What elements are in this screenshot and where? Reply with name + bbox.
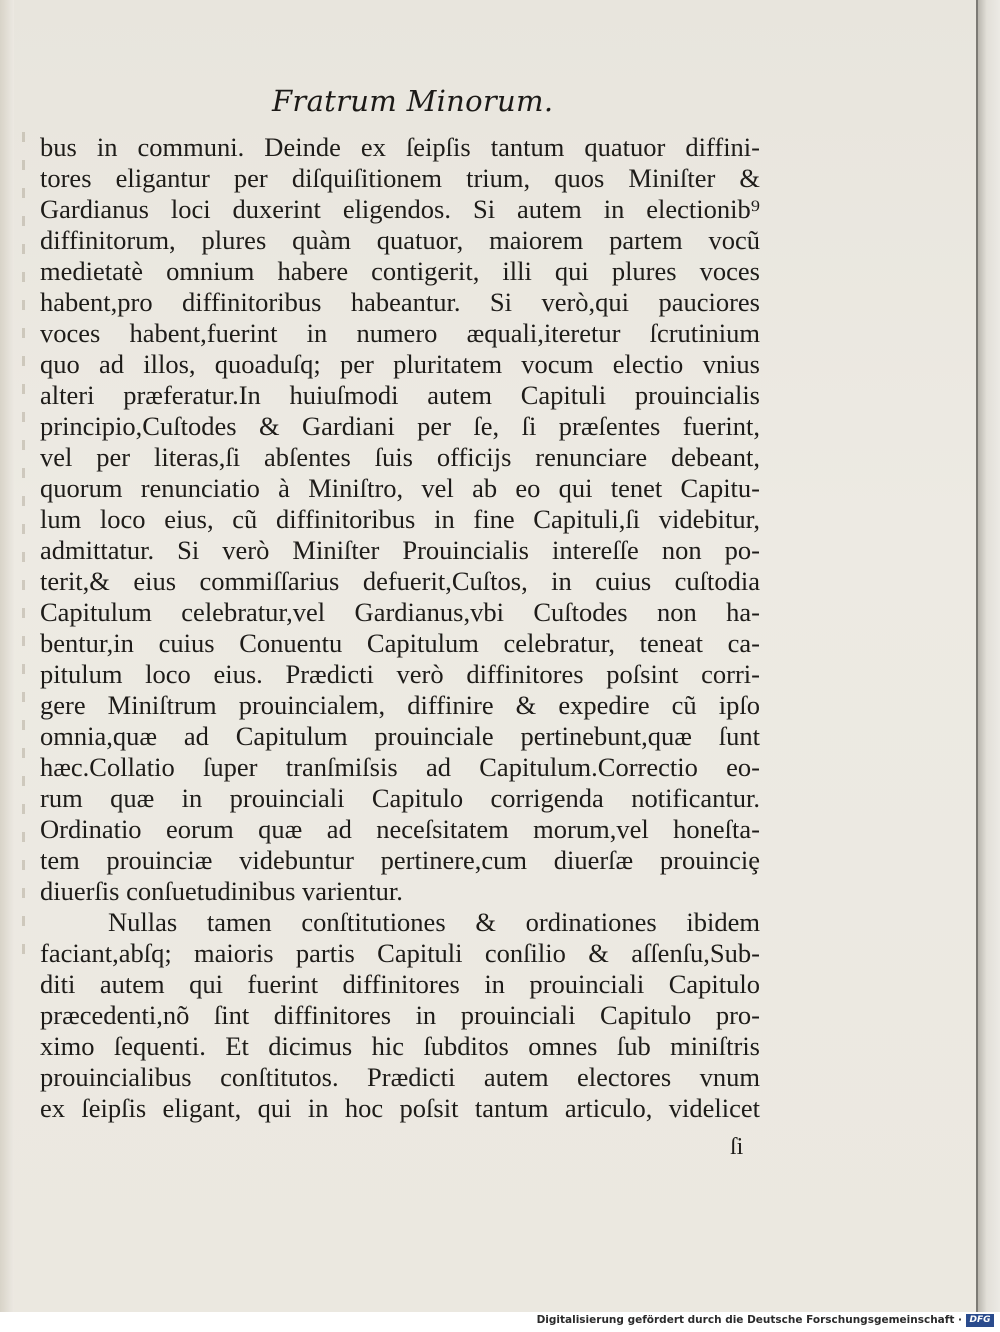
- text-line: tores eligantur per diſquiſitionem trium, quos Miniſter &: [40, 163, 760, 193]
- text-line: diffinitorum, plures quàm quatuor, maiorem partem vocũ: [40, 225, 760, 255]
- text-line: hæc.Collatio ſuper tranſmiſsis ad Capitulum.Correctio eo-: [40, 752, 760, 782]
- text-line: Capitulum celebratur,vel Gardianus,vbi Cuſtodes non ha-: [40, 597, 760, 627]
- text-line: quo ad illos, quoaduſq; per pluritatem vocum electio vnius: [40, 349, 760, 379]
- body-text: [40, 132, 760, 1124]
- margin-stain: [22, 132, 25, 962]
- text-line: voces habent,fuerint in numero æquali,iteretur ſcrutinium: [40, 318, 760, 348]
- text-line: gere Miniſtrum prouincialem, diffinire & expedire cũ ipſo: [40, 690, 760, 720]
- text-line: quorum renunciatio à Miniſtro, vel ab eo qui tenet Capitu-: [40, 473, 760, 503]
- text-line: præcedenti,nõ ſint diffinitores in prouinciali Capitulo pro-: [40, 1000, 760, 1030]
- text-line: bus in communi. Deinde ex ſeipſis tantum quatuor diffini-: [40, 132, 760, 162]
- catchword: ſi: [730, 1134, 744, 1160]
- text-line: Ordinatio eorum quæ ad neceſsitatem morum,vel honeſta-: [40, 814, 760, 844]
- text-line: terit,& eius commiſſarius defuerit,Cuſtos, in cuius cuſtodia: [40, 566, 760, 596]
- text-line: ximo ſequenti. Et dicimus hic ſubditos omnes ſub miniſtris: [40, 1031, 760, 1061]
- text-line: diti autem qui fuerint diffinitores in prouinciali Capitulo: [40, 969, 760, 999]
- text-line: alteri præferatur.In huiuſmodi autem Capituli prouincialis: [40, 380, 760, 410]
- text-line: tem prouinciæ videbuntur pertinere,cum diuerſæ prouinciȩ: [40, 845, 760, 875]
- dfg-logo-icon: DFG: [966, 1314, 994, 1327]
- funding-credit: Digitalisierung gefördert durch die Deutsche Forschungsgemeinschaft ·: [536, 1314, 962, 1326]
- text-line: admittatur. Si verò Miniſter Prouincialis intereſſe non po-: [40, 535, 760, 565]
- text-line: vel per literas,ſi abſentes ſuis officijs renunciare debeant,: [40, 442, 760, 472]
- text-line: omnia,quæ ad Capitulum prouinciale pertinebunt,quæ ſunt: [40, 721, 760, 751]
- text-line: principio,Cuſtodes & Gardiani per ſe, ſi præſentes fuerint,: [40, 411, 760, 441]
- text-line: Gardianus loci duxerint eligendos. Si autem in electionib⁹: [40, 194, 760, 224]
- footer-bar: [0, 1312, 1000, 1332]
- page-edge-shadow: [978, 0, 1000, 1312]
- text-line: ex ſeipſis eligant, qui in hoc poſsit tantum articulo, videlicet: [40, 1093, 760, 1123]
- text-line: pitulum loco eius. Prædicti verò diffinitores poſsint corri-: [40, 659, 760, 689]
- paragraph-end-line: diuerſis conſuetudinibus varientur.: [40, 876, 403, 906]
- binding-gutter: [0, 0, 14, 1312]
- text-line: habent,pro diffinitoribus habeantur. Si verò,qui pauciores: [40, 287, 760, 317]
- text-line: bentur,in cuius Conuentu Capitulum celebratur, teneat ca-: [40, 628, 760, 658]
- text-line: lum loco eius, cũ diffinitoribus in fine Capituli,ſi videbitur,: [40, 504, 760, 534]
- text-line: faciant,abſq; maioris partis Capituli conſilio & aſſenſu,Sub-: [40, 938, 760, 968]
- paragraph-start-line: Nullas tamen conſtitutiones & ordinationes ibidem: [108, 907, 760, 937]
- running-head: Fratrum Minorum.: [272, 84, 554, 118]
- text-line: prouincialibus conſtitutos. Prædicti autem electores vnum: [40, 1062, 760, 1092]
- text-line: medietatè omnium habere contigerit, illi qui plures voces: [40, 256, 760, 286]
- text-line: rum quæ in prouinciali Capitulo corrigenda notificantur.: [40, 783, 760, 813]
